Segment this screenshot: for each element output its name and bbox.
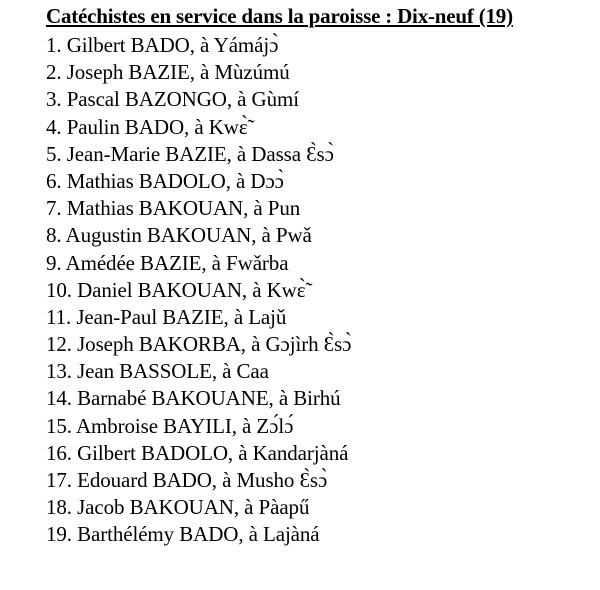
list-item: 10. Daniel BAKOUAN, à Kwɛ̃̀ bbox=[46, 277, 306, 302]
list-item: 3. Pascal BAZONGO, à Gùmí bbox=[46, 87, 299, 112]
list-item: 14. Barnabé BAKOUANE, à Birhú bbox=[46, 386, 341, 411]
list-item: 13. Jean BASSOLE, à Caa bbox=[46, 359, 269, 384]
list-item: 12. Joseph BAKORBA, à Gɔjìrh Ɛ̀sɔ̀ bbox=[46, 332, 352, 357]
list-item: 5. Jean-Marie BAZIE, à Dassa Ɛ̀sɔ̀ bbox=[46, 141, 334, 166]
list-item: 2. Joseph BAZIE, à Mùzúmú bbox=[46, 60, 290, 85]
list-item: 16. Gilbert BADOLO, à Kandarjàná bbox=[46, 440, 349, 465]
list-item: 9. Amédée BAZIE, à Fwǎrba bbox=[46, 250, 289, 275]
catechist-list bbox=[46, 32, 351, 549]
list-item: 19. Barthélémy BADO, à Lajàná bbox=[46, 522, 320, 547]
list-item: 1. Gilbert BADO, à Yámájɔ̀ bbox=[46, 33, 279, 57]
list-item: 17. Edouard BADO, à Musho Ɛ̀sɔ̀ bbox=[46, 468, 328, 492]
list-item: 15. Ambroise BAYILI, à Zɔ́lɔ́ bbox=[46, 413, 294, 438]
list-item: 7. Mathias BAKOUAN, à Pun bbox=[46, 196, 301, 221]
list-item: 4. Paulin BADO, à Kwɛ̃̀ bbox=[46, 114, 248, 139]
list-item: 11. Jean-Paul BAZIE, à Lajǔ bbox=[46, 304, 287, 329]
document-title: Catéchistes en service dans la paroisse : Dix-neuf (19) bbox=[46, 4, 513, 28]
list-item: 6. Mathias BADOLO, à Dɔɔ̀ bbox=[46, 168, 284, 193]
list-item: 18. Jacob BAKOUAN, à Pàapű bbox=[46, 495, 310, 520]
list-item: 8. Augustin BAKOUAN, à Pwǎ bbox=[46, 223, 312, 248]
